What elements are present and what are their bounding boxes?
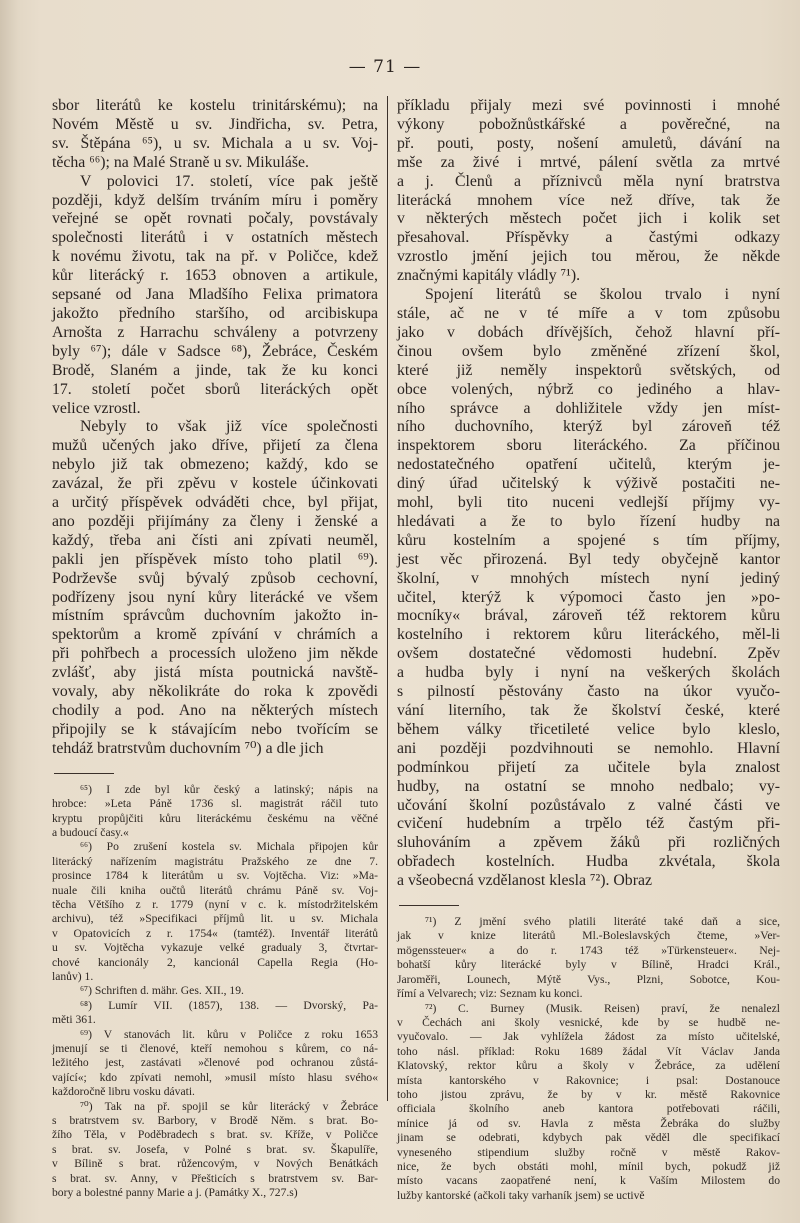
- footnote-line: v Bílině s brat. růžencovým, v Nových Benátkách: [52, 1157, 378, 1171]
- text-line: sepsané od Jana Mladšího Felixa primatora: [52, 286, 378, 304]
- text-line: velice vzrostl.: [52, 399, 141, 417]
- text-line: vovaly, aby několikráte do roka k zpovědi: [52, 683, 378, 701]
- footnote-line: Jaroměři, Lounech, Mýtě Vys., Plzni, Sobotce, Kou-: [397, 972, 780, 986]
- text-line: přesahoval. Příspěvky a častými odkazy: [397, 229, 780, 247]
- text-line: cvičení hudebním a trpělo též častým při-: [397, 815, 780, 833]
- text-line: které již neměly inspektorů světských, od: [397, 361, 780, 379]
- text-line: připojily se k stávajícím nebo tvořícím se: [52, 720, 378, 738]
- text-line: později, když delším trváním míru i poměry: [52, 191, 378, 209]
- left-body-text: [52, 97, 378, 759]
- footnote-rule: [54, 773, 114, 774]
- text-line: během války třicetileté velice bylo kleslo,: [397, 720, 780, 738]
- footnote-line: s bratrstvem sv. Barbory, v Brodě Něm. s brat. Bo-: [52, 1114, 378, 1128]
- text-line: vání literního, tak že školství české, které: [397, 702, 780, 719]
- footnote-line: literácký nařízením magistrátu Pražského ze dne 7.: [52, 854, 378, 868]
- column-divider: [387, 96, 388, 1101]
- text-line: s pilností pěstovány často na úkor vyučo-: [397, 683, 780, 701]
- text-line: nedostatečného opatření učitelů, kterým je-: [397, 456, 780, 474]
- footnote-line: ⁶⁵) I zde byl kůr český a latinský; nápis na: [80, 782, 378, 796]
- right-column: [397, 97, 780, 1203]
- footnote-line: měti 361.: [52, 1013, 96, 1027]
- footnote-line: ⁶⁸) Lumír VII. (1857), 138. — Dvorský, Pa-: [80, 998, 378, 1012]
- text-line: mužů učených jako dříve, přijetí za člena: [52, 437, 378, 455]
- footnote-line: v Čechách ani školy vesnické, kde by se hudbě ne-: [397, 1015, 780, 1029]
- text-line: Novém Městě u sv. Jindřicha, sv. Petra,: [52, 115, 378, 133]
- text-line: inspektorem sboru literáckého. Za příčinou: [397, 437, 780, 455]
- footnote-line: místo vacans zaopatřené není, k Vaším Milostem do: [397, 1174, 780, 1188]
- text-line: Podrževše svůj bývalý způsob cechovní,: [52, 569, 378, 587]
- footnote-line: těcha Většího z r. 1779 (nyní v c. k. místodržitelském: [52, 897, 378, 911]
- text-line: značnými kapitály vládly ⁷¹).: [397, 267, 581, 285]
- footnote-line: a budoucí časy.«: [52, 825, 129, 839]
- footnote-line: vající«; kdo zpívati nemohl, »musil místo hlasu svého«: [52, 1070, 378, 1084]
- text-line: stále, ač ne v té míře a v tom způsobu: [397, 304, 780, 322]
- footnote-rule: [399, 905, 459, 906]
- text-line: zavázal, že při zpěvu v kostele účinkovati: [52, 475, 378, 493]
- footnote-line: ⁷¹) Z jmění svého platili literáté také daň a sice,: [425, 915, 780, 929]
- text-line: jako v dobách dřívějších, čehož hlavní pří-: [397, 323, 780, 341]
- text-line: Nebyly to však již více společnosti: [80, 418, 378, 436]
- footnote-line: jak v knize literátů Ml.-Boleslavských čteme, »Ver-: [397, 929, 780, 943]
- text-line: tehdáž bratrstvům duchovním ⁷⁰) a dle jich: [52, 739, 324, 757]
- footnote-line: prosince 1784 k literátům u sv. Vojtěcha. Viz: »Ma-: [52, 869, 378, 883]
- text-line: hledávati a že to bylo řízení hudby na: [397, 512, 780, 530]
- footnote-line: nuale čili kniha oučtů literátů chrámu Páně sv. Voj-: [52, 883, 378, 897]
- text-line: podmínkou přijetí za učitele byla znalost: [397, 758, 780, 776]
- text-line: těcha ⁶⁶); na Malé Straně u sv. Mikuláše.: [52, 153, 309, 171]
- text-line: ovšem dostatečné vědomosti hudební. Zpěv: [397, 645, 780, 663]
- text-line: obce volených, nýbrž co jediného a hlav-: [397, 380, 780, 398]
- text-line: kůr literácký r. 1653 obnoven a artikule,: [52, 267, 378, 285]
- text-line: a všeobecná vzdělanost klesla ⁷²). Obraz: [397, 872, 652, 890]
- text-line: společnosti literátů i v ostatních městech: [52, 229, 378, 247]
- footnote: [397, 915, 780, 1001]
- text-line: obřadech kostelních. Hudba zkvétala, škola: [397, 853, 780, 871]
- footnote: [52, 984, 378, 998]
- footnote-line: žího Těla, v Poděbradech s brat. sv. Kříže, v Poličce: [52, 1128, 378, 1142]
- footnote-line: ⁶⁹) V stanovách lit. kůru v Poličce z roku 1653: [80, 1027, 378, 1041]
- paragraph: [52, 97, 378, 173]
- footnote-line: bory a bolestné panny Marie a j. (Památky X., 727.s): [52, 1186, 298, 1200]
- footnote-line: u sv. Vojtěcha vykazuje velké gradualy 3, čtvrtar-: [52, 941, 378, 955]
- text-line: jest věc přirozená. Byl tedy obyčejně kantor: [397, 550, 780, 568]
- left-column: [52, 97, 378, 1201]
- text-line: př. pouti, posty, nošení amuletů, dávání na: [397, 134, 780, 152]
- text-line: byly ⁶⁷); dále v Sadsce ⁶⁸), Žebráce, Českém: [52, 342, 378, 360]
- text-line: nebylo již tak obmezeno; každý, kdo se: [52, 456, 378, 474]
- footnote-line: ⁷⁰) Tak na př. spojil se kůr literácký v Žebráce: [80, 1099, 378, 1113]
- left-footnotes: [52, 783, 378, 1201]
- page-number: — 71 —: [348, 57, 422, 77]
- text-line: sluhováním a zpěvem žáků při rozličných: [397, 834, 780, 852]
- text-line: V polovici 17. století, více pak ještě: [80, 172, 378, 190]
- text-line: Brodě, Slaném a jinde, tak že ku konci: [52, 361, 378, 379]
- text-line: ano později přijímány za členy i ženské a: [52, 512, 378, 530]
- text-line: jakožto předního staršího, od arcibiskupa: [52, 304, 378, 322]
- footnote: [52, 1028, 378, 1100]
- text-line: sv. Štěpána ⁶⁵), u sv. Michala a u sv. Voj-: [52, 134, 378, 152]
- text-line: Spojení literátů se školou trvalo i nyní: [425, 286, 780, 304]
- footnote: [52, 840, 378, 984]
- text-line: sbor literátů ke kostelu trinitárskému); na: [52, 97, 378, 114]
- text-line: školní, v mnohých místech nyní jediný: [397, 569, 780, 587]
- footnote-line: mínice já od sv. Havla z města Žebráka do služby: [397, 1116, 780, 1130]
- text-line: Arnošta z Harrachu schváleny a potvrzeny: [52, 323, 378, 341]
- text-line: a j. Členů a příznivců měla nyní bratrstva: [397, 172, 780, 190]
- text-line: místním správcům duchovním jakožto in-: [52, 607, 378, 625]
- text-line: mohl, byli tito nuceni vedlejší příjmy vy-: [397, 494, 780, 512]
- footnote-line: římí a Velvarech; viz: Seznam ku konci.: [397, 987, 583, 1001]
- footnote: [397, 1002, 780, 1204]
- footnote-line: jmenují se ti členové, kteří nemohou s kůrem, co ná-: [52, 1042, 378, 1056]
- text-line: kostelního i rektorem kůru literáckého, měl-li: [397, 626, 780, 644]
- text-line: příkladu přijaly mezi své povinnosti i mnohé: [397, 97, 780, 114]
- footnote-line: kryptu propůjčiti kůru literáckému českému na věčné: [52, 811, 378, 825]
- text-line: ani později pozdvihnouti se nemohlo. Hlavní: [397, 739, 780, 757]
- footnote-line: každoročně libru vosku dávati.: [52, 1085, 195, 1099]
- text-line: vzrostlo jmění jejich tou měrou, že někde: [397, 248, 780, 266]
- footnote-line: jinam se odebrati, kdybych pak věděl dle specifikací: [397, 1131, 780, 1145]
- text-line: podřízeny jsou nyní kůry literácké ve všem: [52, 588, 378, 606]
- footnote: [52, 999, 378, 1028]
- footnote-line: hrobce: »Leta Páně 1736 sl. magistrát ráčil tuto: [52, 797, 378, 811]
- text-line: každý, třeba ani čísti ani zpívati neuměl,: [52, 531, 378, 549]
- text-line: hudby, na ostatní se mnoho nedbalo; vy-: [397, 777, 780, 795]
- footnote: [52, 783, 378, 841]
- paragraph: [52, 173, 378, 419]
- text-line: a hudba byly i nyní na veškerých školách: [397, 664, 780, 682]
- footnote-line: Klatovský, rektor kůru a školy v Žebráce, za udělení: [397, 1059, 780, 1073]
- text-line: kůru kostelním a spojené s tím příjmy,: [397, 531, 780, 549]
- text-line: spektorům a kromě zpívání v chrámích a: [52, 626, 378, 644]
- text-line: učování školní pozůstávalo z valné části ve: [397, 796, 780, 814]
- text-line: k novému životu, tak na př. v Poličce, kdež: [52, 248, 378, 266]
- footnote-line: archivu), též »Specifikaci příjmů lit. u sv. Michala: [52, 912, 378, 926]
- text-line: chodily a pod. Ano na některých místech: [52, 702, 378, 719]
- footnote-line: ⁷²) C. Burney (Musik. Reisen) praví, že nenalezl: [425, 1001, 780, 1015]
- text-line: učitel, kterýž k výpomoci často jen »po-: [397, 588, 780, 606]
- footnote: [52, 1100, 378, 1201]
- right-footnotes: [397, 915, 780, 1203]
- text-line: veřejné se opět rovnati počaly, povstávaly: [52, 210, 378, 228]
- text-line: výkony pobožnůstkářské a pověrečné, na: [397, 115, 780, 133]
- footnote-line: místa kantorského v Rakovnice; i psal: Dostanouce: [397, 1073, 780, 1087]
- paragraph: [52, 418, 378, 758]
- footnote-line: officiala školního aneb kantora potřebovati ráčili,: [397, 1102, 780, 1116]
- text-line: ního duchovního, kterýž byl zároveň též: [397, 418, 780, 436]
- footnote-line: ⁶⁶) Po zrušení kostela sv. Michala připojen kůr: [80, 840, 378, 854]
- footnote-line: nice, že bych obstáti mohl, mínil bych, pokudž již: [397, 1159, 780, 1173]
- footnote-line: vyneseného stipendium služby ročně v městě Rakov-: [397, 1145, 780, 1159]
- footnote-line: toho jistou zprávu, že by v kr. městě Rakovnice: [397, 1087, 780, 1101]
- text-line: mše za živé i mrtvé, pálení světla za mrtvé: [397, 153, 780, 171]
- text-line: pakli jen příspěvek místo toho platil ⁶⁹).: [52, 550, 378, 568]
- text-line: literácká mnohem více než dříve, tak že: [397, 191, 780, 209]
- right-body-text: [397, 97, 780, 891]
- text-line: diný úřad učitelský k výživě postačiti ne-: [397, 475, 780, 493]
- footnote-line: chové kancionály 2, kancionál Capella Regia (Ho-: [52, 955, 378, 969]
- text-line: v některých městech počet jich i kolik set: [397, 210, 780, 228]
- footnote-line: s brat. sv. Anny, v Přešticích s bratrstvem sv. Bar-: [52, 1171, 378, 1185]
- paragraph: [397, 286, 780, 891]
- footnote-line: bohatší kůry literácké byly v Bílině, Hradci Král.,: [397, 958, 780, 972]
- text-line: ního správce a dohližitele vždy jen míst-: [397, 399, 780, 417]
- footnote-line: s brat. sv. Josefa, v Polné s brat. sv. Škapulíře,: [52, 1142, 378, 1156]
- paragraph: [397, 97, 780, 286]
- footnote-line: toho násl. příklad: Roku 1689 žádal Vít Václav Janda: [397, 1044, 780, 1058]
- text-line: a určitý příspěvek odváděti chce, byl přijat,: [52, 494, 378, 512]
- footnote-line: lužby kantorské (ačkoli taky varhaník jsem) se uctivě: [397, 1188, 645, 1202]
- footnote-line: lanův) 1.: [52, 970, 94, 983]
- text-line: činou ovšem bylo změněné zřízení škol,: [397, 342, 780, 360]
- footnote-line: mögenssteuer« a do r. 1743 též »Türkensteuer«. Nej-: [397, 943, 780, 957]
- text-line: zvlášť, aby jistá místa poutnická navště-: [52, 664, 378, 682]
- footnote-line: ⁶⁷) Schriften d. mähr. Ges. XII., 19.: [80, 984, 244, 998]
- footnote-line: vyučovalo. — Jak vyhlížela žádost za místo učitelské,: [397, 1030, 780, 1044]
- text-line: při pohřbech a processích uloženo jim někde: [52, 645, 378, 663]
- footnote-line: v Opatovicích z r. 1754« (tamtéž). Inventář literátů: [52, 926, 378, 940]
- text-line: 17. století počet sborů literáckých opět: [52, 380, 378, 398]
- text-line: mocníky« brával, zároveň též rektorem kůru: [397, 607, 780, 625]
- footnote-line: ležitého jest, zastávati »členové pod ochranou zůstá-: [52, 1056, 378, 1070]
